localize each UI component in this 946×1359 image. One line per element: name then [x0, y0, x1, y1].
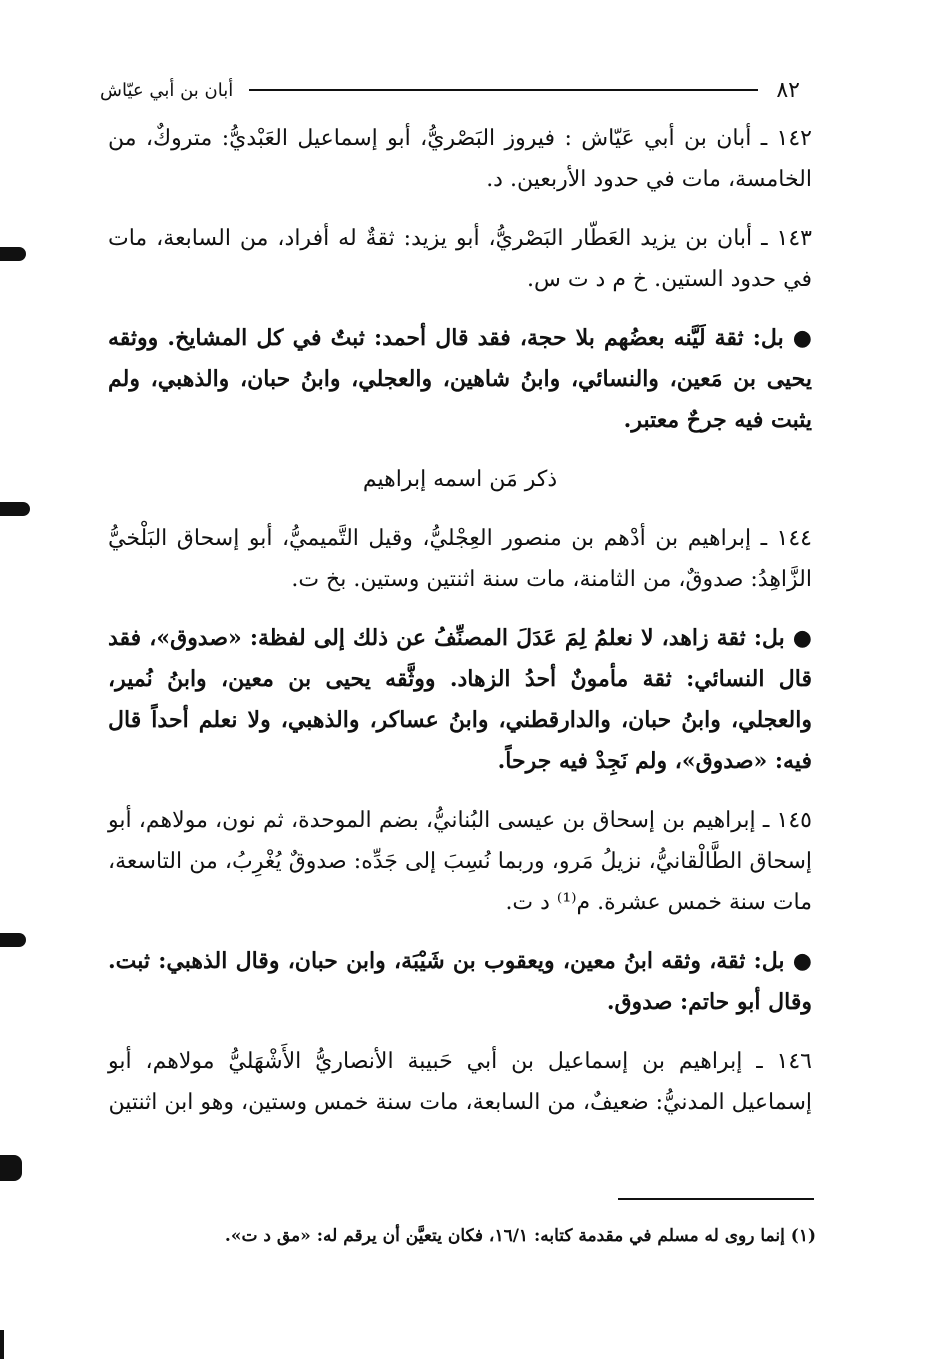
entry-142: ١٤٢ ـ أبان بن أبي عَيّاش : فيروز البَصْريُّ، أبو إسماعيل العَبْديُّ: متروكٌ، من الخامسة، مات في حدود الأربعين. د.: [108, 126, 812, 192]
page-number: ٨٢: [776, 77, 800, 103]
running-title: أبان بن أبي عيّاش: [100, 79, 234, 101]
comment-145: ● بل: ثقة، وثقه ابنُ معين، ويعقوب بن شَيْبَة، وابن حبان، وقال الذهبي: ثبت. وقال أبو حاتم: صدوق.: [108, 948, 812, 1015]
scan-edge-mark: [0, 1155, 22, 1181]
scan-edge-mark: [0, 1330, 4, 1359]
scan-edge-mark: [0, 933, 26, 947]
comment-144: ● بل: ثقة زاهد، لا نعلمُ لِمَ عَدَلَ المصنِّفُ عن ذلك إلى لفظة: «صدوق»، فقد قال النسائي: ثقة مأمونٌ أحدُ الزهاد. ووثَّقه يحيى بن معين، وابنُ نُمير، والعجلي، وابنُ حبان، والدارقطني، وابنُ عساكر، والذهبي، ولا نعلم أحداً قال فيه: «صدوق»، ولم نَجِدْ فيه جرحاً.: [108, 625, 812, 774]
entry-144: ١٤٤ ـ إبراهيم بن أدْهم بن منصور العِجْليُّ، وقيل التَّميميُّ، أبو إسحاق البَلْخيُّ الزَّاهِدُ: صدوقٌ، من الثامنة، مات سنة اثنتين وستين. بخ ت.: [108, 526, 812, 592]
section-title: ذكر مَن اسمه إبراهيم: [362, 467, 558, 492]
footnote-rule: [618, 1198, 814, 1200]
header-rule: [249, 89, 758, 91]
main-text: [108, 118, 812, 1123]
entry-146: ١٤٦ ـ إبراهيم بن إسماعيل بن أبي حَبيبة الأنصاريُّ الأَشْهَليُّ مولاهم، أبو إسماعيل المدنيُّ: ضعيفٌ، من السابعة، مات سنة خمس وستين، وهو ابن اثنتين: [108, 1049, 812, 1115]
entry-143: ١٤٣ ـ أبان بن يزيد العَطّار البَصْريُّ، أبو يزيد: ثقةٌ له أفراد، من السابعة، مات في حدود الستين. خ م د ت س.: [108, 226, 812, 292]
comment-143: ● بل: ثقة لَيَّنه بعضُهم بلا حجة، فقد قال أحمد: ثبتٌ في كل المشايخ. ووثقه يحيى بن مَعين، والنسائي، وابنُ شاهين، والعجلي، وابنُ حبان، والذهبي، ولم يثبت فيه جرحٌ معتبر.: [108, 325, 812, 433]
scan-edge-mark: [0, 502, 30, 516]
running-header: [100, 72, 800, 108]
footnote: (١) إنما روى له مسلم في مقدمة كتابه: ١٦/١، فكان يتعيَّن أن يرقم له: «مق د ت».: [224, 1226, 816, 1246]
entry-145: ١٤٥ ـ إبراهيم بن إسحاق بن عيسى البُنانيُّ، بضم الموحدة، ثم نون، مولاهم، أبو إسحاق الطَّالْقانيُّ، نزيلُ مَرو، وربما نُسِبَ إلى جَدِّه: صدوقٌ يُغْرِبُ، من التاسعة، مات سنة خمس عشرة. م⁽¹⁾ د ت.: [108, 808, 812, 915]
scan-edge-mark: [0, 247, 26, 261]
